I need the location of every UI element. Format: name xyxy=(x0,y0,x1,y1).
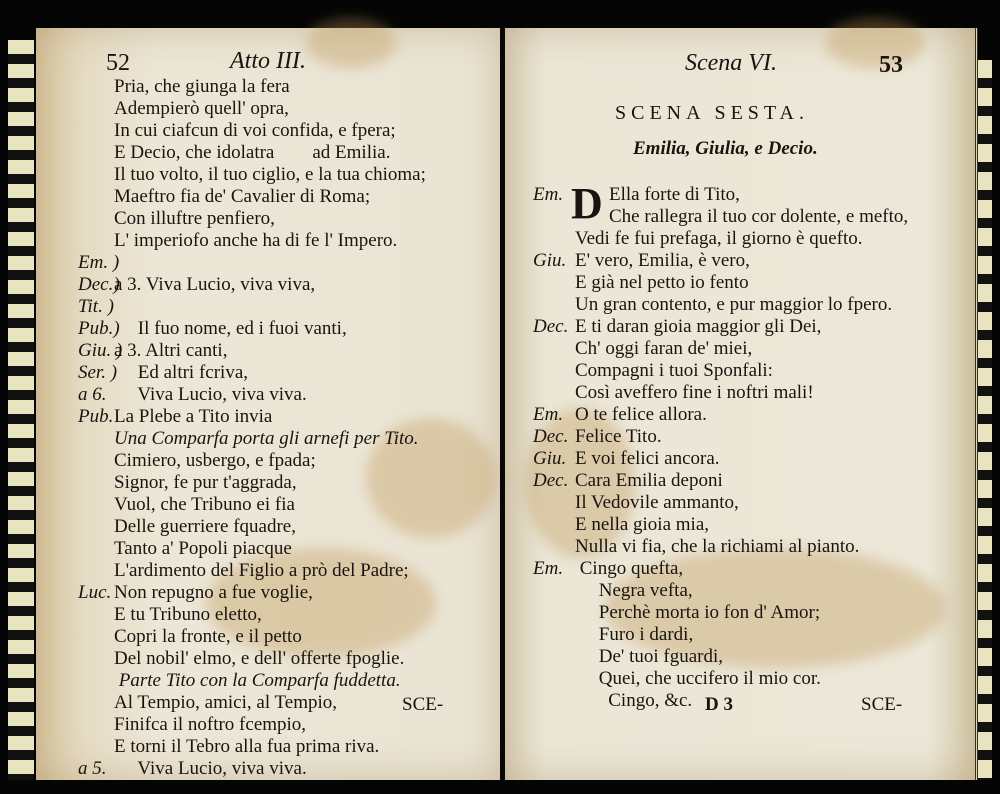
verse-block xyxy=(533,179,963,712)
verse-line xyxy=(533,184,963,206)
catchword: SCE- xyxy=(402,694,444,715)
verse-line xyxy=(78,230,498,252)
verse-line xyxy=(533,338,963,360)
verse-line xyxy=(78,142,498,164)
verse-line xyxy=(78,758,498,780)
verse-line xyxy=(533,206,963,228)
speaker-label: Em. ) xyxy=(78,252,120,273)
verse-line xyxy=(78,626,498,648)
verse-line xyxy=(78,296,498,318)
verse-text: Un gran contento, e pur maggior lo fpero. xyxy=(575,294,893,315)
scene-title: SCENA SESTA. xyxy=(615,102,809,124)
verse-text: Maeftro fia de' Cavalier di Roma; xyxy=(114,186,371,207)
verse-text: E Decio, che idolatra ad Emilia. xyxy=(114,142,391,163)
verse-line xyxy=(78,714,498,736)
verse-text: Al Tempio, amici, al Tempio, xyxy=(114,692,338,713)
verse-line xyxy=(78,98,498,120)
verse-text: Cimiero, usbergo, e fpada; xyxy=(114,450,316,471)
speaker-label: a 6. xyxy=(78,384,107,405)
speaker-label: Dec. xyxy=(533,470,569,491)
verse-text: Vuol, che Tribuno ei fia xyxy=(114,494,295,515)
catchword: SCE- xyxy=(861,694,903,715)
verse-text: Nulla vi fia, che la richiami al pianto. xyxy=(575,536,860,557)
verse-text: Perchè morta io fon d' Amor; xyxy=(575,602,821,623)
verse-line xyxy=(78,186,498,208)
speaker-label: Giu. xyxy=(533,250,567,271)
verse-text: Ed altri fcriva, xyxy=(114,362,249,383)
verse-text: a 3. Viva Lucio, viva viva, xyxy=(114,274,316,295)
verse-text: Parte Tito con la Comparfa fuddetta. xyxy=(114,670,401,691)
speaker-label: Dec. xyxy=(533,316,569,337)
verse-text: L'ardimento del Figlio a prò del Padre; xyxy=(114,560,409,581)
scene-characters: Emilia, Giulia, e Decio. xyxy=(633,138,818,159)
verse-text: E voi felici ancora. xyxy=(575,448,720,469)
verse-line xyxy=(78,582,498,604)
drop-cap: D xyxy=(571,179,603,228)
verse-line xyxy=(533,382,963,404)
verse-text: E tu Tribuno eletto, xyxy=(114,604,262,625)
speaker-label: Em. xyxy=(533,558,564,579)
verse-line xyxy=(533,426,963,448)
verse-text: Una Comparfa porta gli arnefi per Tito. xyxy=(114,428,419,449)
verse-line xyxy=(78,274,498,296)
water-stain xyxy=(306,18,396,68)
verse-line xyxy=(533,272,963,294)
verse-text: Pria, che giunga la fera xyxy=(114,76,290,97)
verse-text: Non repugno a fue voglie, xyxy=(114,582,313,603)
verse-line xyxy=(78,252,498,274)
verse-line xyxy=(78,428,498,450)
verse-line xyxy=(533,228,963,250)
verse-text: E nella gioia mia, xyxy=(575,514,710,535)
verse-text: Tanto a' Popoli piacque xyxy=(114,538,292,559)
verse-text: E ti daran gioia maggior gli Dei, xyxy=(575,316,822,337)
running-head: Scena VI. xyxy=(685,50,777,76)
verse-text: Delle guerriere fquadre, xyxy=(114,516,296,537)
verse-text: Viva Lucio, viva viva. xyxy=(114,758,307,779)
verse-text: Con illuftre penfiero, xyxy=(114,208,275,229)
right-page xyxy=(505,28,978,780)
page-number: 53 xyxy=(879,52,903,78)
verse-line xyxy=(533,492,963,514)
verse-line xyxy=(78,362,498,384)
verse-text: Ch' oggi faran de' miei, xyxy=(575,338,753,359)
verse-text: Così aveffero fine i noftri mali! xyxy=(575,382,814,403)
verse-text: Compagni i tuoi Sponfali: xyxy=(575,360,773,381)
verse-line xyxy=(78,318,498,340)
speaker-label: Pub.) xyxy=(78,318,120,339)
verse-line xyxy=(78,472,498,494)
verse-line xyxy=(78,560,498,582)
verse-text: Negra vefta, xyxy=(575,580,693,601)
verse-line xyxy=(533,250,963,272)
verse-line xyxy=(78,384,498,406)
verse-text: Copri la fronte, e il petto xyxy=(114,626,302,647)
speaker-label: Ser. ) xyxy=(78,362,118,383)
verse-line xyxy=(78,538,498,560)
verse-line xyxy=(533,558,963,580)
speaker-label: Luc. xyxy=(78,582,112,603)
verse-line xyxy=(78,604,498,626)
speaker-label: Em. xyxy=(533,184,564,205)
binding-rings-right xyxy=(978,60,992,780)
verse-line xyxy=(533,646,963,668)
verse-line xyxy=(533,448,963,470)
verse-text: Furo i dardi, xyxy=(575,624,694,645)
verse-text: Cingo quefta, xyxy=(575,558,684,579)
verse-line xyxy=(78,670,498,692)
verse-line xyxy=(533,360,963,382)
verse-text: Ella forte di Tito, xyxy=(609,184,740,205)
verse-text: Adempierò quell' opra, xyxy=(114,98,289,119)
verse-line xyxy=(533,514,963,536)
verse-text: La Plebe a Tito invia xyxy=(114,406,273,427)
verse-line xyxy=(78,516,498,538)
verse-line xyxy=(78,208,498,230)
left-page xyxy=(36,28,500,780)
speaker-label: Tit. ) xyxy=(78,296,114,317)
binding-rings-left xyxy=(8,40,34,780)
verse-line xyxy=(78,406,498,428)
verse-line xyxy=(533,404,963,426)
verse-line xyxy=(78,120,498,142)
signature-mark: D 3 xyxy=(705,694,733,715)
verse-text: De' tuoi fguardi, xyxy=(575,646,724,667)
verse-line xyxy=(533,668,963,690)
verse-text: O te felice allora. xyxy=(575,404,707,425)
page-number: 52 xyxy=(106,50,130,76)
verse-line xyxy=(78,494,498,516)
speaker-label: Dec.) xyxy=(78,274,120,295)
verse-line xyxy=(78,340,498,362)
speaker-label: Pub. xyxy=(78,406,114,427)
verse-line xyxy=(533,624,963,646)
verse-text: Il fuo nome, ed i fuoi vanti, xyxy=(114,318,347,339)
verse-line xyxy=(533,580,963,602)
verse-text: E torni il Tebro alla fua prima riva. xyxy=(114,736,380,757)
verse-line xyxy=(533,470,963,492)
running-head: Atto III. xyxy=(230,48,306,74)
verse-text: Il Vedovile ammanto, xyxy=(575,492,739,513)
verse-text: L' imperiofo anche ha di fe l' Impero. xyxy=(114,230,398,251)
verse-text: Cara Emilia deponi xyxy=(575,470,723,491)
speaker-label: Em. xyxy=(533,404,564,425)
speaker-label: a 5. xyxy=(78,758,107,779)
verse-text: In cui ciafcun di voi confida, e fpera; xyxy=(114,120,396,141)
verse-text: Viva Lucio, viva viva. xyxy=(114,384,307,405)
speaker-label: Dec. xyxy=(533,426,569,447)
verse-text: Il tuo volto, il tuo ciglio, e la tua chioma; xyxy=(114,164,426,185)
verse-line xyxy=(533,316,963,338)
verse-line xyxy=(533,536,963,558)
water-stain xyxy=(825,18,925,68)
verse-text: E' vero, Emilia, è vero, xyxy=(575,250,750,271)
verse-text: Cingo, &c. xyxy=(575,690,693,711)
verse-text: Del nobil' elmo, e dell' offerte fpoglie. xyxy=(114,648,405,669)
verse-text: Che rallegra il tuo cor dolente, e mefto, xyxy=(609,206,909,227)
verse-text: E già nel petto io fento xyxy=(575,272,749,293)
verse-line xyxy=(78,736,498,758)
verse-line xyxy=(533,294,963,316)
verse-block xyxy=(78,76,498,780)
verse-line xyxy=(533,602,963,624)
verse-line xyxy=(78,648,498,670)
verse-text: Quei, che uccifero il mio cor. xyxy=(575,668,821,689)
verse-text: Signor, fe pur t'aggrada, xyxy=(114,472,297,493)
speaker-label: Giu. ) xyxy=(78,340,123,361)
verse-line xyxy=(78,76,498,98)
verse-text: Vedi fe fui prefaga, il giorno è quefto. xyxy=(575,228,863,249)
speaker-label: Giu. xyxy=(533,448,567,469)
verse-text: Finifca il noftro fcempio, xyxy=(114,714,307,735)
verse-line xyxy=(78,164,498,186)
verse-text: a 3. Altri canti, xyxy=(114,340,228,361)
verse-line xyxy=(78,450,498,472)
verse-text: Felice Tito. xyxy=(575,426,662,447)
